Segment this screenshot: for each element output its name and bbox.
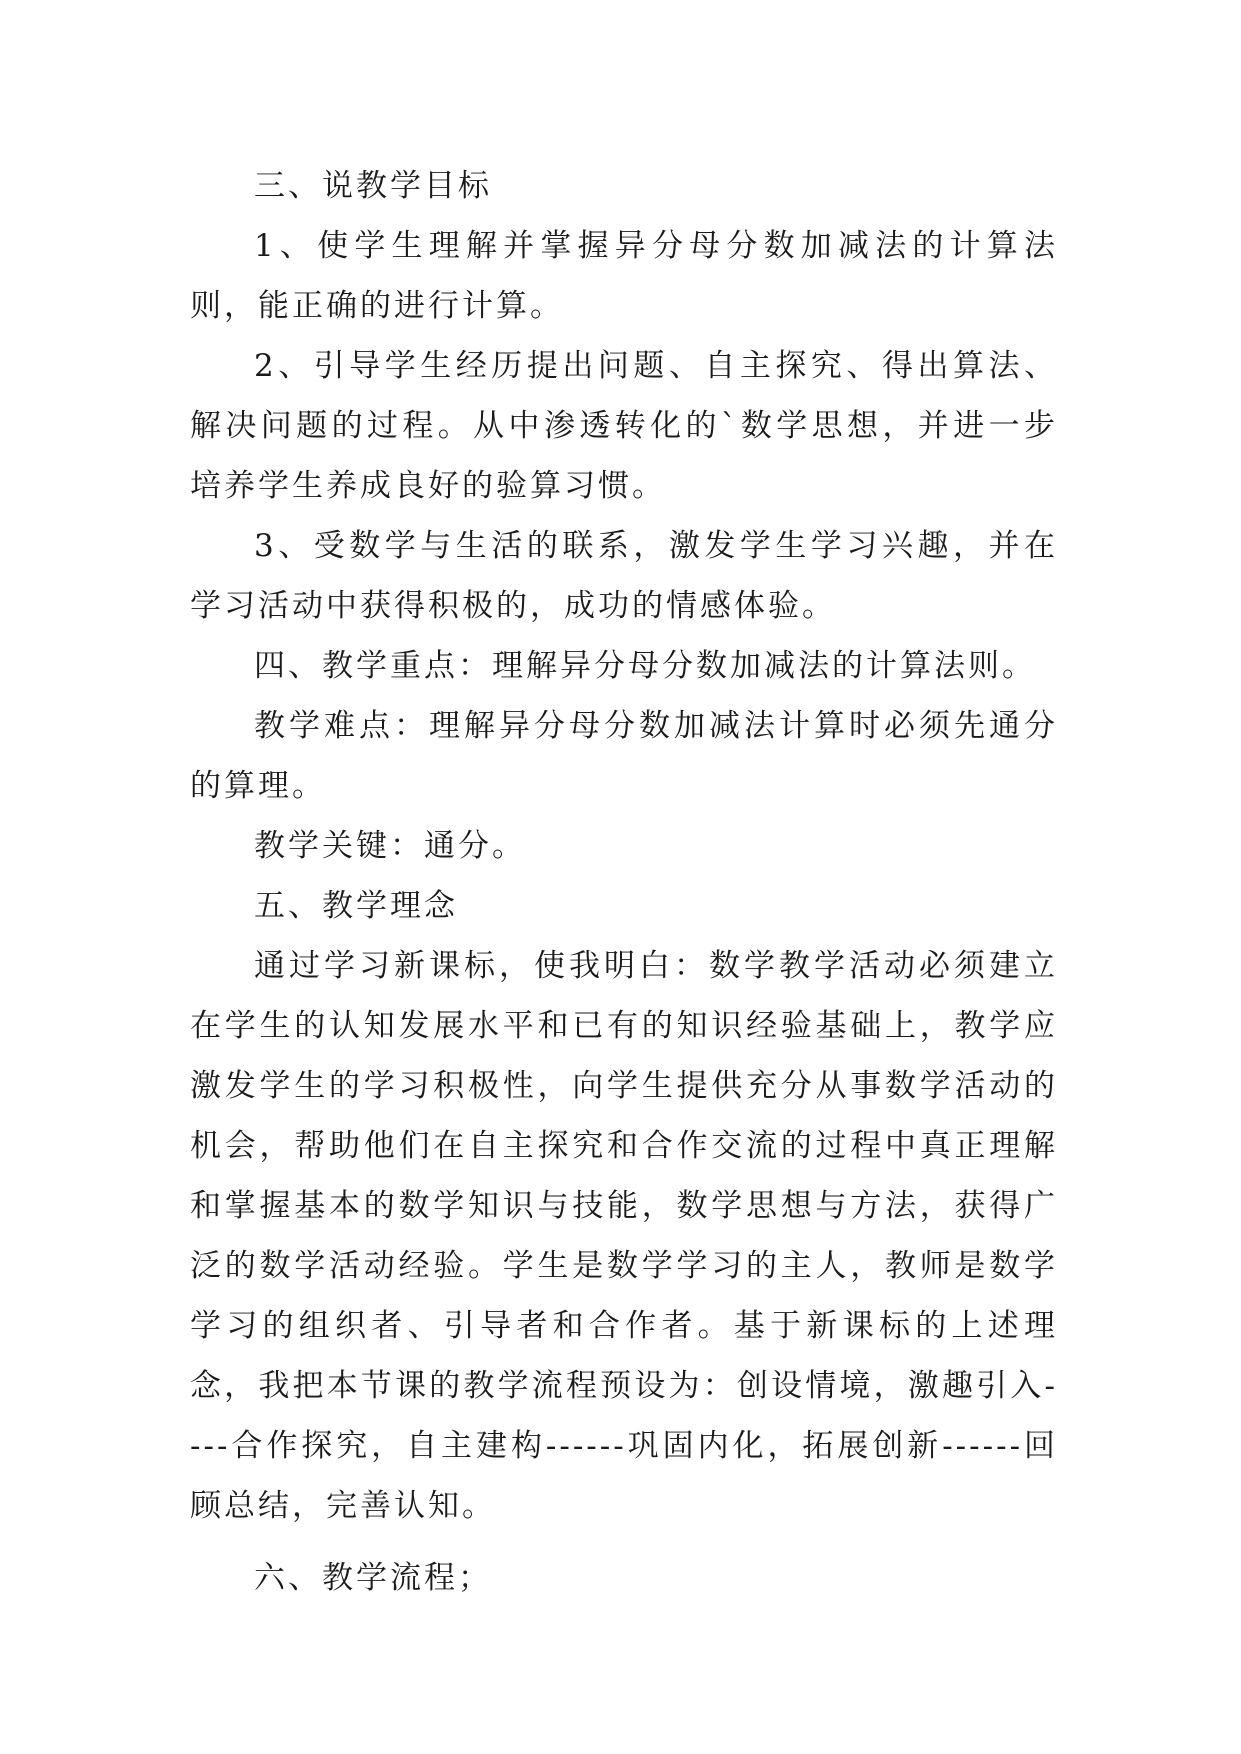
objective-1: 1、使学生理解并掌握异分母分数加减法的计算法则，能正确的进行计算。 — [190, 228, 1058, 324]
teaching-key: 教学关键：通分。 — [254, 828, 526, 864]
teaching-difficulty: 教学难点：理解异分母分数加减法计算时必须先通分的算理。 — [190, 708, 1058, 804]
objective-2: 2、引导学生经历提出问题、自主探究、得出算法、解决问题的过程。从中渗透转化的`数学思想，并进一步培养学生养成良好的验算习惯。 — [190, 348, 1058, 504]
document-body — [190, 156, 1058, 1608]
philosophy-paragraph: 通过学习新课标，使我明白：数学教学活动必须建立在学生的认知发展水平和已有的知识经验基础上，教学应激发学生的学习积极性，向学生提供充分从事数学活动的机会，帮助他们在自主探究和合作交流的过程中真正理解和掌握基本的数学知识与技能，数学思想与方法，获得广泛的数学活动经验。学生是数学学习的主人，教师是数学学习的组织者、引导者和合作者。基于新课标的上述理念，我把本节课的教学流程预设为：创设情境，激趣引入----合作探究，自主建构------巩固内化，拓展创新------回顾总结，完善认知。 — [190, 948, 1058, 1524]
heading-teaching-process: 六、教学流程； — [254, 1560, 492, 1596]
objective-3: 3、受数学与生活的联系，激发学生学习兴趣，并在学习活动中获得积极的，成功的情感体验。 — [190, 528, 1058, 624]
heading-teaching-philosophy: 五、教学理念 — [254, 888, 458, 924]
teaching-focus: 四、教学重点：理解异分母分数加减法的计算法则。 — [254, 648, 1036, 684]
paragraph-spacer — [190, 1536, 1058, 1548]
heading-teaching-objectives: 三、说教学目标 — [254, 168, 492, 204]
